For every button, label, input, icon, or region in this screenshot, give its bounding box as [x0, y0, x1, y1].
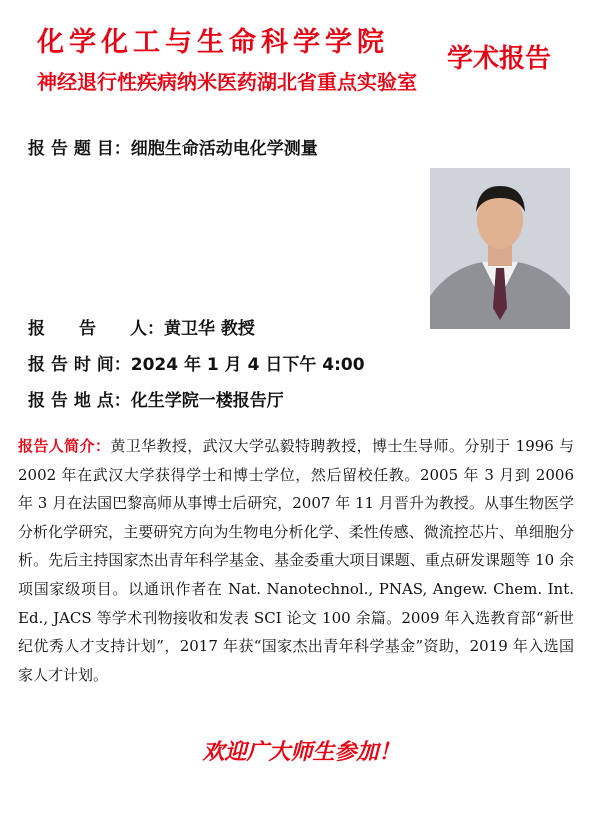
speaker-bio — [18, 432, 574, 689]
report-type-heading: 学术报告 — [447, 44, 552, 74]
report-title-value: 细胞生命活动电化学测量 — [130, 139, 318, 159]
report-title-row — [28, 134, 318, 159]
welcome-message: 欢迎广大师生参加！ — [202, 740, 401, 765]
speaker-photo — [430, 168, 570, 329]
speaker-portrait-icon — [430, 168, 570, 329]
time-value: 2024 年 1 月 4 日下午 4:00 — [130, 355, 365, 375]
lab-title: 神经退行性疾病纳米医药湖北省重点实验室 — [37, 70, 417, 94]
time-row — [28, 350, 365, 375]
bio-text: 黄卫华教授，武汉大学弘毅特聘教授，博士生导师。分别于 1996 与 2002 年在武汉大学获得学士和博士学位，然后留校任教。2005 年 3 月到 2006 年 3 月在法国巴黎高师从事博士后研究，2007 年 11 月晋升为教授。从事生物医学分析化学研究，主要研究方向为生物电分析化学、柔性传感、微流控芯片、单细胞分析。先后主持国家杰出青年科学基金、基金委重大项目课题、重点研发课题等 10 余项国家级项目。以通讯作者在 Nat. Nanotechnol., PNAS, Angew. Chem. Int. Ed., JACS 等学术刊物接收和发表 SCI 论文 100 余篇。2009 年入选教育部“新世纪优秀人才支持计划”，2017 年获“国家杰出青年科学基金”资助，2019 年入选国家人才计划。 — [18, 437, 574, 684]
college-title: 化学化工与生命科学学院 — [37, 27, 389, 58]
place-row — [28, 386, 284, 411]
speaker-row — [28, 314, 255, 339]
speaker-label: 报 告 人： — [28, 319, 164, 339]
place-label: 报 告 地 点： — [28, 391, 131, 411]
report-title-label: 报 告 题 目： — [28, 139, 131, 159]
place-value: 化生学院一楼报告厅 — [130, 391, 284, 411]
time-label: 报 告 时 间： — [28, 355, 131, 375]
speaker-value: 黄卫华 教授 — [164, 319, 255, 339]
bio-label: 报告人简介： — [18, 437, 111, 455]
